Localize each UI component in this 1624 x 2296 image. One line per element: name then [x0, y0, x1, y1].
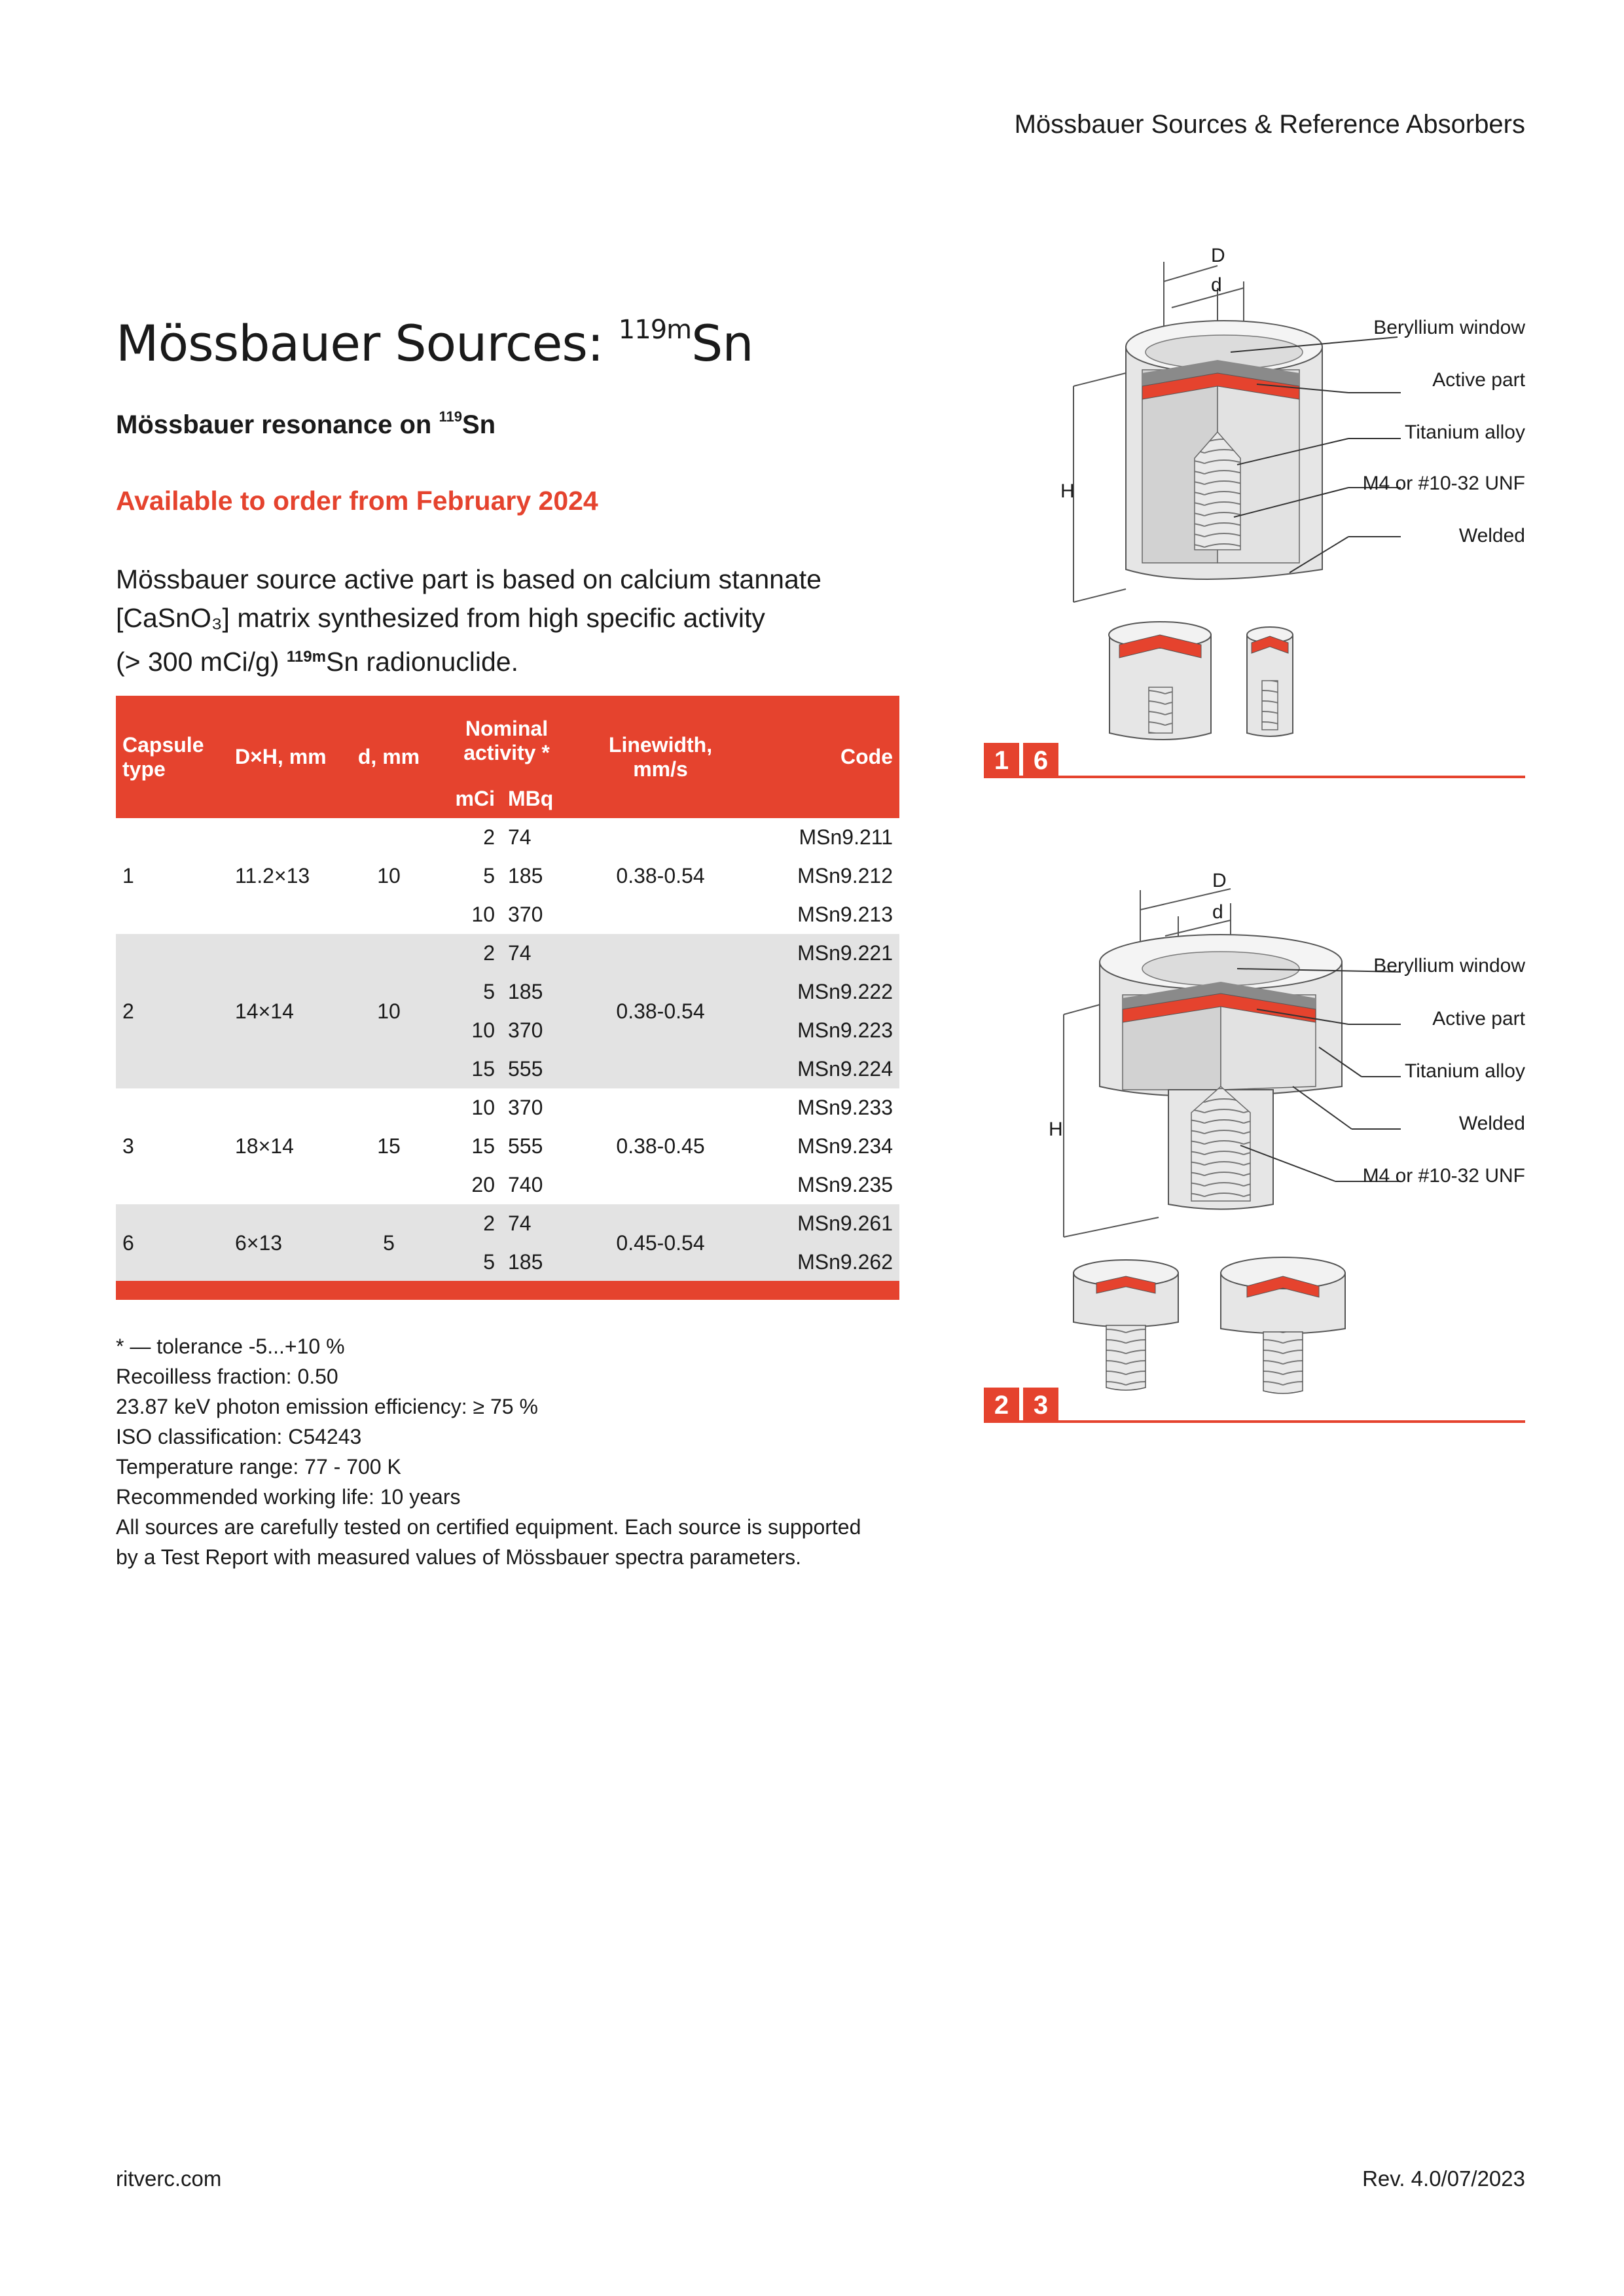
- table-row: 1 11.2×13 10 2 74 0.38-0.54 MSn9.211: [122, 825, 893, 888]
- badge-type-1: 1: [984, 743, 1019, 778]
- table-row: 5 185 MSn9.262: [116, 1243, 899, 1282]
- table-row: 6 6×13 5 2 74 0.45-0.54 MSn9.261: [116, 1204, 899, 1243]
- note-line: Recommended working life: 10 years: [116, 1485, 461, 1509]
- header-capsule-type: Capsule type: [116, 696, 228, 818]
- table-row: 10 370 MSn9.223: [116, 1011, 899, 1050]
- dim-d-label: d: [1211, 274, 1222, 296]
- header-d: d, mm: [340, 696, 438, 818]
- header-mci: mCi: [438, 779, 501, 818]
- label-titanium-alloy-2: Titanium alloy: [1405, 1060, 1525, 1082]
- label-titanium-alloy: Titanium alloy: [1405, 422, 1525, 443]
- footer-revision: Rev. 4.0/07/2023: [1362, 2166, 1525, 2191]
- table-row: 5 185 MSn9.222: [116, 973, 899, 1011]
- subtitle: Mössbauer resonance on $^{119}$Sn: [116, 408, 496, 439]
- small-capsule-6: [1247, 627, 1293, 736]
- label-thread-2: M4 or #10-32 UNF: [1362, 1165, 1525, 1187]
- label-beryllium-window: Beryllium window: [1373, 317, 1525, 338]
- header-title: Mössbauer Sources & Reference Absorbers: [1014, 110, 1525, 139]
- table-row: 3 18×14 15 10 370 0.38-0.45 MSn9.233: [122, 1096, 893, 1158]
- capsule-diagram-1-6: [969, 236, 1545, 798]
- dim-D-label-2: D: [1212, 870, 1227, 891]
- header-mbq: MBq: [501, 779, 575, 818]
- header-code: Code: [746, 696, 899, 818]
- availability-notice: Available to order from February 2024: [116, 486, 598, 516]
- label-active-part-2: Active part: [1432, 1008, 1525, 1030]
- dim-H-label: H: [1060, 480, 1075, 502]
- dim-D-label: D: [1211, 245, 1225, 266]
- note-line: by a Test Report with measured values of Mössbauer spectra parameters.: [116, 1545, 802, 1569]
- capsule-diagram-2-3: [969, 864, 1545, 1407]
- description: Mössbauer source active part is based on calcium stannate [CaSnO₃] matrix synthesized from high specific activity (> 300 mCi/g) $^{119m}$Sn radionuclide.: [116, 564, 821, 677]
- header-dxh: D×H, mm: [228, 696, 340, 818]
- notes: [116, 1331, 928, 1572]
- label-active-part: Active part: [1432, 369, 1525, 391]
- header-linewidth: Linewidth, mm/s: [575, 696, 746, 818]
- footer-website: ritverc.com: [116, 2166, 222, 2191]
- small-capsule-2: [1074, 1260, 1178, 1390]
- label-beryllium-window-2: Beryllium window: [1373, 955, 1525, 977]
- note-line: * — tolerance -5...+10 %: [116, 1335, 345, 1358]
- dim-H-label-2: H: [1049, 1119, 1063, 1140]
- note-line: Temperature range: 77 - 700 K: [116, 1455, 401, 1479]
- dim-d-label-2: d: [1212, 901, 1223, 923]
- badge-group-1-6: [984, 743, 1062, 778]
- table-row: 15 555 MSn9.224: [116, 1050, 899, 1088]
- label-welded: Welded: [1458, 525, 1525, 547]
- spec-table: [116, 696, 899, 1282]
- note-line: 23.87 keV photon emission efficiency: ≥ 75 %: [116, 1395, 538, 1418]
- note-line: Recoilless fraction: 0.50: [116, 1365, 338, 1388]
- small-capsule-3: [1221, 1257, 1345, 1393]
- note-line: All sources are carefully tested on certified equipment. Each source is supported: [116, 1515, 861, 1539]
- badge-group-2-3: [984, 1388, 1062, 1423]
- table-row: 5 185 MSn9.212: [483, 864, 893, 888]
- badge-type-2: 2: [984, 1388, 1019, 1423]
- table-row: 15 555 MSn9.234: [471, 1134, 893, 1158]
- divider-line-2: [984, 1420, 1525, 1423]
- page-title: Mössbauer Sources: $^{119m}$Sn: [116, 314, 753, 372]
- note-line: ISO classification: C54243: [116, 1425, 362, 1448]
- table-row: 2 14×14 10 2 74 0.38-0.54 MSn9.221: [116, 934, 899, 973]
- label-thread: M4 or #10-32 UNF: [1362, 473, 1525, 494]
- header-nominal-activity: Nominal activity *: [438, 696, 575, 779]
- badge-type-3: 3: [1023, 1388, 1058, 1423]
- small-capsule-1: [1109, 622, 1211, 740]
- table-row: 20 740 MSn9.235: [471, 1173, 893, 1196]
- table-bottom-bar: [116, 1281, 899, 1300]
- table-row: 10 370 MSn9.213: [471, 903, 893, 926]
- badge-type-6: 6: [1023, 743, 1058, 778]
- label-welded-2: Welded: [1458, 1113, 1525, 1134]
- divider-line-1: [984, 776, 1525, 778]
